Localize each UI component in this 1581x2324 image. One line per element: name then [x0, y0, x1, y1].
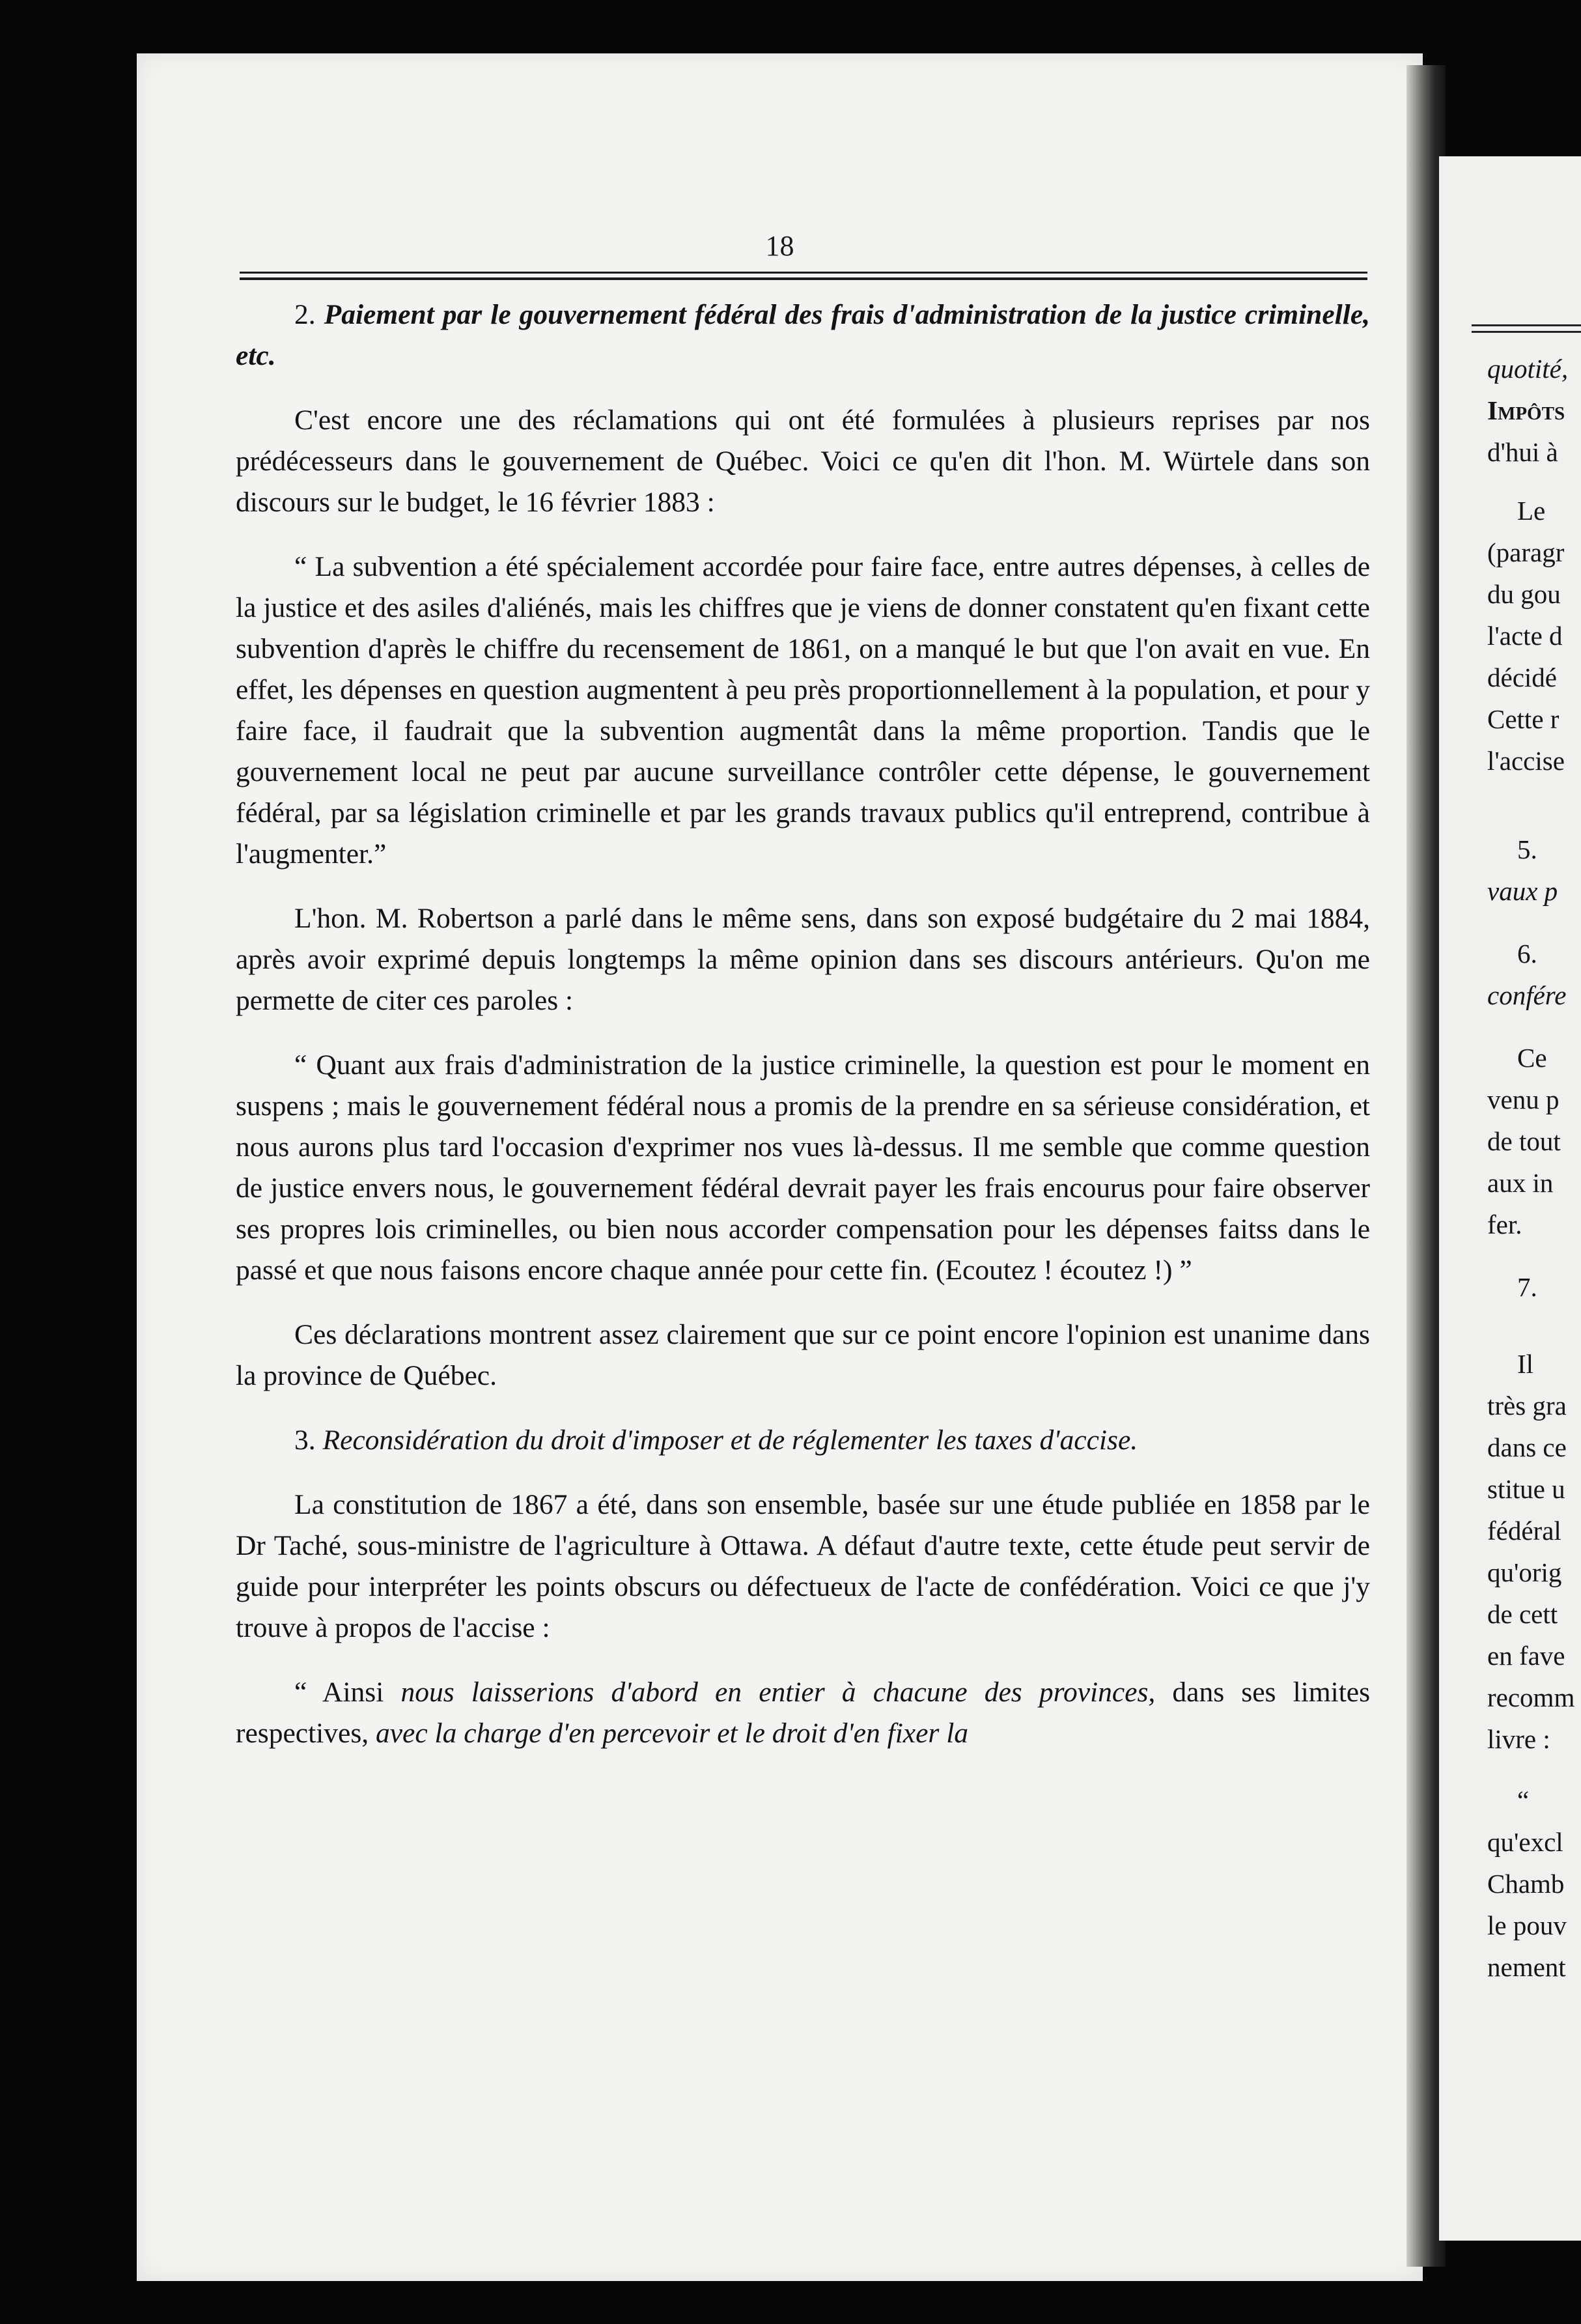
next-page-fragment: qu'orig — [1487, 1557, 1562, 1587]
quote-robertson: “ Quant aux frais d'administration de la justice criminelle, la question est pour le moment en suspens ; mais le gouvernement fédéral nous a promis de la prendre en sa sérieuse considération, et nous aurons plus tard l'occasion d'exprimer nos vues là-dessus. Il me semble que comme question de justice envers nous, le gouvernement fédéral devrait payer les frais encourus pour faire observer ses propres lois criminelles, ou bien nous accorder compensation pour les dépenses faitss dans le passé et que nous faisons encore chaque année pour cette fin. (Ecoutez ! écoutez !) ” — [236, 1049, 1370, 1286]
body-text — [236, 294, 1370, 1754]
next-page-fragment: d'hui à — [1487, 437, 1558, 467]
paragraph-1: C'est encore une des réclamations qui ont été formulées à plusieurs reprises par nos prédécesseurs dans le gouvernement de Québec. Voici ce qu'en dit l'hon. M. Würtele dans son discours sur le budget, le 16 février 1883 : — [236, 404, 1370, 518]
next-page-fragment: qu'excl — [1487, 1827, 1563, 1857]
paragraph-conclusion: Ces déclarations montrent assez clairement que sur ce point encore l'opinion est unanime dans la province de Québec. — [236, 1319, 1370, 1391]
next-page-fragment: quotité, — [1487, 354, 1569, 384]
section-2-title: Paiement par le gouvernement fédéral des frais d'administration de la justice criminelle, etc. — [236, 299, 1371, 371]
next-page-fragment: (paragr — [1487, 537, 1565, 567]
next-page-fragment: de tout — [1487, 1126, 1561, 1156]
next-page-fragment: fer. — [1487, 1210, 1522, 1240]
next-page-fragment: en fave — [1487, 1641, 1565, 1671]
next-page-fragment: 5. — [1517, 834, 1537, 864]
next-page-fragment: très gra — [1487, 1391, 1567, 1421]
next-page-fragment: Ce — [1517, 1043, 1547, 1073]
next-page-fragment: dans ce — [1487, 1432, 1567, 1462]
next-page-fragment: Chamb — [1487, 1869, 1565, 1899]
next-page-fragment: aux in — [1487, 1168, 1554, 1198]
next-page-fragment: confére — [1487, 980, 1567, 1010]
page-number: 18 — [765, 230, 794, 262]
quote-wurtele: “ La subvention a été spécialement accordée pour faire face, entre autres dépenses, à celles de la justice et des asiles d'aliénés, mais les chiffres que je viens de donner constatent qu'en fixant cette subvention d'après le chiffre du recensement de 1861, on a manqué le but que l'on avait en vue. En effet, les dépenses en question augmentent à peu près proportionnellement à la population, et pour y faire face, il faudrait que la subvention augmentât dans la même proportion. Tandis que le gouvernement local ne peut par aucune surveillance contrôler cette dépense, le gouvernement fédéral, par sa législation criminelle et par les grands travaux publics qu'il entreprend, contribue à l'augmenter.” — [236, 551, 1370, 870]
next-page-fragment: venu p — [1487, 1084, 1560, 1114]
section-2-heading: 2. Paiement par le gouvernement fédéral des frais d'administration de la justice criminelle, etc. — [236, 299, 1371, 371]
paragraph-constitution: La constitution de 1867 a été, dans son ensemble, basée sur une étude publiée en 1858 par le Dr Taché, sous-ministre de l'agriculture à Ottawa. A défaut d'autre texte, cette étude peut servir de guide pour interpréter les points obscurs ou défectueux de l'acte de confédération. Voici ce que j'y trouve à propos de l'accise : — [236, 1489, 1370, 1643]
left-page — [137, 53, 1423, 2281]
next-page-fragment: décidé — [1487, 662, 1557, 692]
header-rule — [240, 272, 1367, 281]
next-page-fragment: “ — [1517, 1785, 1530, 1815]
next-page-fragment: vaux p — [1487, 876, 1558, 906]
next-page-fragment: Cette r — [1487, 704, 1560, 734]
next-page-fragment: nement — [1487, 1952, 1566, 1982]
next-page-fragment: Il — [1517, 1349, 1534, 1379]
next-page-fragment: Le — [1517, 496, 1546, 526]
next-page-fragment: 7. — [1517, 1272, 1537, 1302]
next-page-fragment: l'accise — [1487, 746, 1565, 776]
next-page-fragment: l'acte d — [1487, 621, 1563, 651]
next-page-fragment: le pouv — [1487, 1910, 1567, 1940]
section-3-heading: 3. Reconsidération du droit d'imposer et de réglementer les taxes d'accise. — [294, 1424, 1138, 1456]
next-page-fragment: stitue u — [1487, 1474, 1565, 1504]
right-page-edge — [1439, 156, 1581, 2241]
next-page-fragment: fédéral — [1487, 1516, 1561, 1546]
paragraph-robertson: L'hon. M. Robertson a parlé dans le même sens, dans son exposé budgétaire du 2 mai 1884, après avoir exprimé depuis longtemps la même opinion dans ses discours antérieurs. Qu'on me permette de citer ces paroles : — [236, 903, 1370, 1016]
next-page-fragment: recomm — [1487, 1682, 1575, 1712]
next-page-fragment: du gou — [1487, 579, 1561, 609]
section-3-title: Reconsidération du droit d'imposer et de réglementer les taxes d'accise. — [322, 1424, 1138, 1456]
quote-tache: “ Ainsi nous laisserions d'abord en entier à chacune des provinces, dans ses limites respectives, avec la charge d'en percevoir et le droit d'en fixer la — [236, 1677, 1371, 1749]
next-page-fragment: 6. — [1517, 939, 1537, 969]
next-page-fragment: livre : — [1487, 1724, 1550, 1754]
next-page-fragment: Impôts — [1487, 395, 1565, 425]
next-page-fragment: de cett — [1487, 1599, 1558, 1629]
